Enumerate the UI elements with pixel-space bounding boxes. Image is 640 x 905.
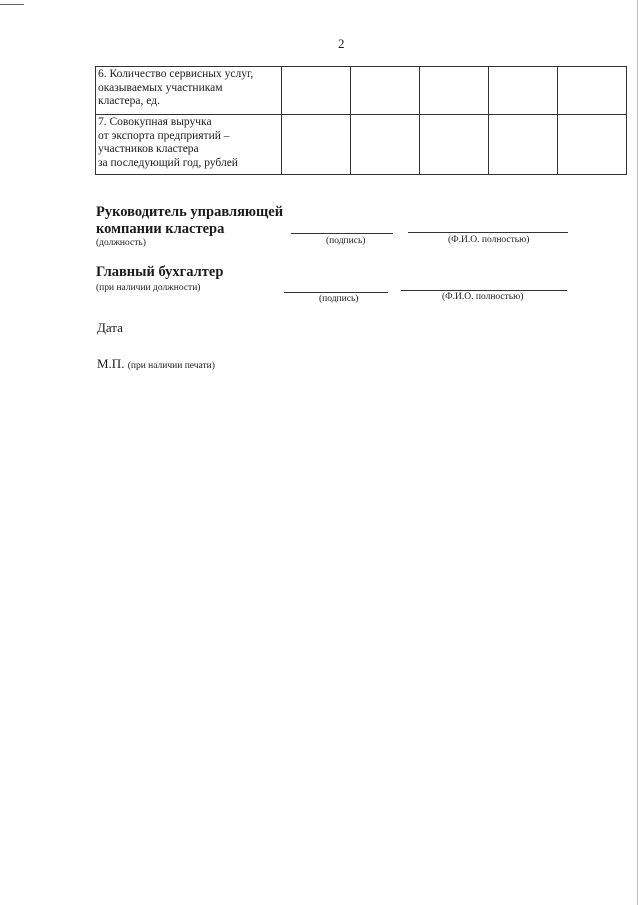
- table-cell: [489, 115, 558, 175]
- accountant-name-note: (Ф.И.О. полностью): [442, 292, 524, 302]
- stamp-line: [97, 356, 215, 372]
- date-label: Дата: [97, 320, 123, 335]
- table-cell: [489, 67, 558, 115]
- row-label: 7. Совокупная выручка от экспорта предприятий – участников кластера за последующий год, рублей: [96, 115, 282, 175]
- table-row: [96, 115, 627, 175]
- head-title: Руководитель управляющей компании кластера: [96, 204, 284, 237]
- table-cell: [420, 115, 489, 175]
- table-cell: [420, 67, 489, 115]
- table-cell: [282, 67, 351, 115]
- accountant-signature-note: (подпись): [319, 294, 359, 304]
- head-position-note: (должность): [96, 238, 146, 248]
- accountant-signature-line: [284, 292, 388, 293]
- head-name-line: [408, 232, 568, 233]
- scan-edge-mark: [0, 4, 24, 5]
- report-table: [95, 66, 627, 175]
- table-cell: [558, 115, 627, 175]
- table-cell: [282, 115, 351, 175]
- table-row: [96, 67, 627, 115]
- stamp-note: (при наличии печати): [127, 361, 215, 371]
- accountant-title: Главный бухгалтер: [96, 264, 224, 280]
- page-number: 2: [338, 36, 345, 51]
- accountant-position-note: (при наличии должности): [96, 283, 201, 293]
- table-cell: [558, 67, 627, 115]
- head-name-note: (Ф.И.О. полностью): [448, 235, 530, 245]
- stamp-label: М.П.: [97, 356, 125, 371]
- row-label: 6. Количество сервисных услуг, оказываемых участникам кластера, ед.: [96, 67, 282, 115]
- head-signature-line: [291, 233, 393, 234]
- accountant-name-line: [401, 290, 567, 291]
- table-cell: [351, 115, 420, 175]
- table-cell: [351, 67, 420, 115]
- scan-edge-line: [637, 0, 638, 905]
- head-signature-note: (подпись): [326, 236, 366, 246]
